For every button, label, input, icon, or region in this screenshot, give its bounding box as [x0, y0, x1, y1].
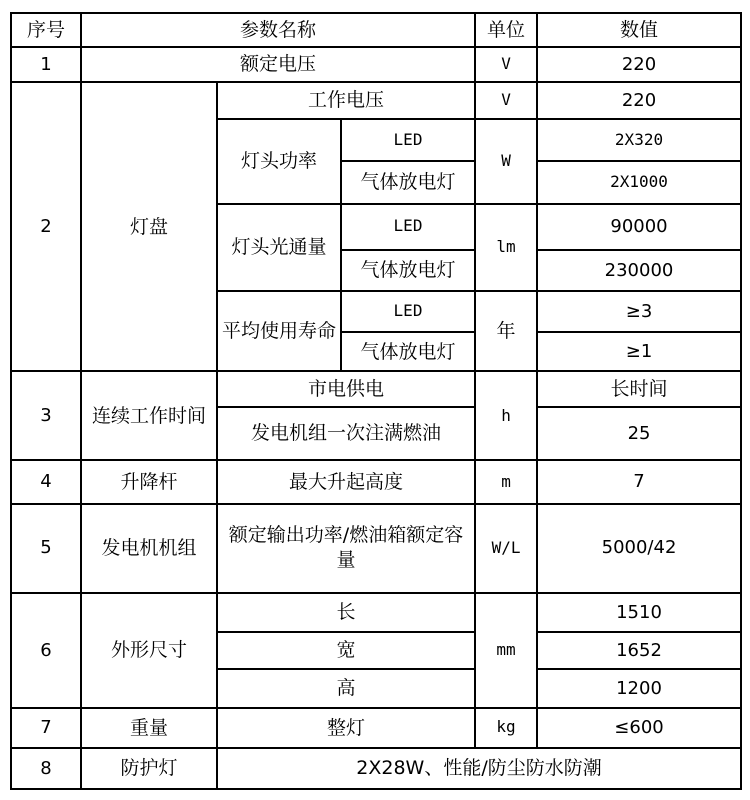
- value-cell: 1652: [537, 632, 741, 669]
- group-name: 外形尺寸: [81, 593, 217, 709]
- param-cell: 长: [217, 593, 475, 632]
- value-cell: 220: [537, 47, 741, 82]
- param-cell: 宽: [217, 632, 475, 669]
- header-no: 序号: [11, 13, 81, 47]
- param-cell: 整灯: [217, 708, 475, 747]
- param-cell: 发电机组一次注满燃油: [217, 407, 475, 461]
- table-row: [11, 47, 741, 82]
- value-cell: ≥3: [537, 291, 741, 332]
- sub-param-cell: 平均使用寿命: [217, 291, 341, 372]
- table-row: [11, 371, 741, 406]
- row-no: 7: [11, 708, 81, 747]
- row-no: 8: [11, 748, 81, 789]
- table-row: [11, 82, 741, 119]
- table-row: [11, 460, 741, 503]
- value-cell: 1510: [537, 593, 741, 632]
- param-cell: 工作电压: [217, 82, 475, 119]
- value-cell: 230000: [537, 250, 741, 291]
- value-cell: 2X28W、性能/防尘防水防潮: [217, 748, 741, 789]
- value-cell: 2X320: [537, 119, 741, 160]
- sub-param-cell: 灯头光通量: [217, 204, 341, 291]
- value-cell: 220: [537, 82, 741, 119]
- value-cell: 长时间: [537, 371, 741, 406]
- type-cell: 气体放电灯: [341, 250, 475, 291]
- value-cell: 2X1000: [537, 161, 741, 204]
- unit-cell: W: [475, 119, 537, 204]
- value-cell: 1200: [537, 669, 741, 708]
- value-cell: 25: [537, 407, 741, 461]
- type-cell: 气体放电灯: [341, 161, 475, 204]
- unit-cell: h: [475, 371, 537, 460]
- sub-param-cell: 灯头功率: [217, 119, 341, 204]
- row-no: 4: [11, 460, 81, 503]
- group-name: 灯盘: [81, 82, 217, 371]
- value-cell: 90000: [537, 204, 741, 249]
- value-cell: ≤600: [537, 708, 741, 747]
- unit-cell: mm: [475, 593, 537, 709]
- table-row: [11, 504, 741, 593]
- unit-cell: m: [475, 460, 537, 503]
- param-cell: 高: [217, 669, 475, 708]
- unit-cell: lm: [475, 204, 537, 291]
- spec-table: [10, 12, 742, 790]
- param-cell: 额定输出功率/燃油箱额定容量: [217, 504, 475, 593]
- row-no: 1: [11, 47, 81, 82]
- type-cell: LED: [341, 119, 475, 160]
- header-value: 数值: [537, 13, 741, 47]
- value-cell: 7: [537, 460, 741, 503]
- group-name: 升降杆: [81, 460, 217, 503]
- unit-cell: 年: [475, 291, 537, 372]
- header-row: [11, 13, 741, 47]
- table-row: [11, 593, 741, 632]
- param-cell: 最大升起高度: [217, 460, 475, 503]
- value-cell: ≥1: [537, 332, 741, 371]
- group-name: 连续工作时间: [81, 371, 217, 460]
- row-no: 5: [11, 504, 81, 593]
- type-cell: 气体放电灯: [341, 332, 475, 371]
- value-cell: 5000/42: [537, 504, 741, 593]
- row-no: 3: [11, 371, 81, 460]
- unit-cell: kg: [475, 708, 537, 747]
- type-cell: LED: [341, 204, 475, 249]
- group-name: 发电机机组: [81, 504, 217, 593]
- table-row: [11, 708, 741, 747]
- row-no: 6: [11, 593, 81, 709]
- group-name: 重量: [81, 708, 217, 747]
- header-param: 参数名称: [81, 13, 475, 47]
- row-no: 2: [11, 82, 81, 371]
- header-unit: 单位: [475, 13, 537, 47]
- param-cell: 市电供电: [217, 371, 475, 406]
- table-row: [11, 748, 741, 789]
- param-cell: 额定电压: [81, 47, 475, 82]
- group-name: 防护灯: [81, 748, 217, 789]
- type-cell: LED: [341, 291, 475, 332]
- unit-cell: V: [475, 82, 537, 119]
- unit-cell: W/L: [475, 504, 537, 593]
- unit-cell: V: [475, 47, 537, 82]
